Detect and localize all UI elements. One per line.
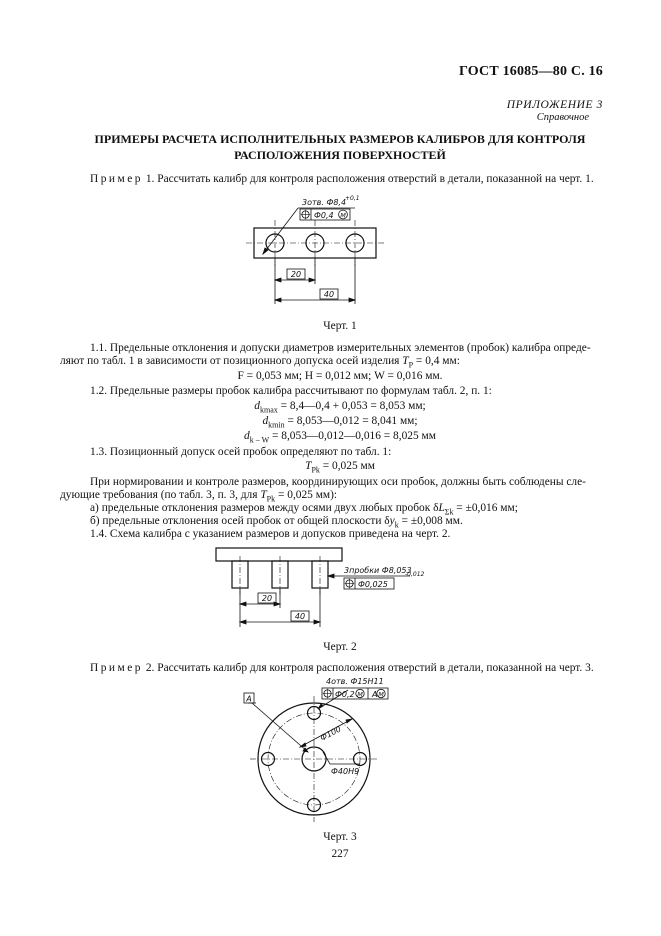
drawing-3-frame-modifier-2: M: [378, 690, 384, 699]
drawing-1-callout-tolerance: +0,1: [345, 195, 360, 202]
section-1-1-line-1: 1.1. Предельные отклонения и допуски диаметров измерительных элементов (пробок) калибра опреде-: [90, 342, 591, 354]
section-1-1-formula: F = 0,053 мм; H = 0,012 мм; W = 0,016 мм.: [237, 370, 443, 382]
drawing-3-frame-modifier-1: M: [357, 690, 363, 699]
drawing-3: [230, 672, 430, 832]
drawing-1-caption: Черт. 1: [323, 320, 357, 332]
formula-dk-w: $d_{k - W}$ = 8,053—0,012—0,016 = 8,025 мм: [244, 430, 436, 445]
drawing-3-dim-100: Ф100: [318, 724, 343, 743]
gauge-plate: [216, 548, 342, 561]
drawing-3-dim-40h9: Ф40H9: [331, 767, 360, 776]
example-2-text: 2. Рассчитать калибр для контроля расположения отверстий в детали, показанной на черт. 3.: [145, 662, 594, 674]
drawing-2-dim-40: 40: [294, 612, 306, 621]
example-1-paragraph: [90, 173, 594, 187]
appendix-label: ПРИЛОЖЕНИЕ 3: [506, 99, 603, 111]
drawing-1-dim-20: 20: [290, 270, 302, 279]
page-number: 227: [331, 848, 349, 860]
section-1-3-paragraph-line-2: дующие требования (по табл. 3, п. 3, для $T_{Pk} = 0,025$ мм):: [60, 489, 338, 504]
drawing-3-frame-tolerance: Ф0,2: [335, 690, 355, 699]
formula-tpk: $T_{Pk} = 0,025$ мм: [305, 460, 375, 475]
drawing-2-callout: 3пробки Ф8,053: [344, 566, 412, 575]
formula-dkmax: $d_{kmax}$ = 8,4—0,4 + 0,053 = 8,053 мм;: [254, 400, 426, 415]
section-1-3-paragraph-line-1: При нормировании и контроле размеров, координирующих оси пробок, должны быть соблюдены сле-: [90, 476, 586, 488]
drawing-3-caption: Черт. 3: [323, 831, 357, 843]
formula-dkmin: $d_{kmin}$ = 8,053—0,012 = 8,041 мм;: [262, 415, 418, 430]
requirement-b: б) предельные отклонения осей пробок от общей плоскости $\delta y_k = \pm 0,008$ мм.: [90, 515, 463, 530]
drawing-1-dim-40: 40: [323, 290, 335, 299]
section-title: [60, 131, 620, 163]
drawing-2: [200, 540, 490, 632]
datum-label: A: [246, 694, 252, 704]
section-1-2-line-1: 1.2. Предельные размеры пробок калибра рассчитывают по формулам табл. 2, п. 1:: [90, 385, 492, 397]
drawing-1-callout: 3отв. Ф8,4: [302, 198, 347, 207]
appendix-sublabel: Справочное: [536, 112, 589, 123]
drawing-3-callout: 4отв. Ф15H11: [326, 677, 384, 686]
requirement-a: а) предельные отклонения размеров между осями двух любых пробок $\delta L_{\Sigma k} = \pm 0,016$ мм;: [90, 502, 518, 517]
title-line-1: ПРИМЕРЫ РАСЧЕТА ИСПОЛНИТЕЛЬНЫХ РАЗМЕРОВ КАЛИБРОВ ДЛЯ КОНТРОЛЯ: [94, 132, 586, 146]
title-line-2: РАСПОЛОЖЕНИЯ ПОВЕРХНОСТЕЙ: [234, 148, 446, 162]
section-1-3-line-1: 1.3. Позиционный допуск осей пробок определяют по табл. 1:: [90, 446, 392, 458]
example-1-text: 1. Рассчитать калибр для контроля расположения отверстий в детали, показанной на черт. 1.: [145, 173, 594, 185]
section-1-4-line-1: 1.4. Схема калибра с указанием размеров и допусков приведена на черт. 2.: [90, 528, 451, 540]
document-reference: ГОСТ 16085—80 С. 16: [459, 64, 603, 79]
drawing-1-frame-modifier: M: [340, 211, 346, 220]
drawing-1-frame-tolerance: Ф0,4: [314, 211, 334, 220]
example-1-label: Пример: [90, 173, 143, 185]
drawing-2-dim-20: 20: [261, 594, 273, 603]
drawing-2-callout-tolerance: -0,012: [405, 571, 425, 578]
section-1-1-line-2: ляют по табл. 1 в зависимости от позиционного допуска осей изделия $T_P = 0,4$ мм:: [60, 355, 460, 370]
drawing-3-frame-datum: A: [372, 690, 378, 699]
drawing-2-frame-tolerance: Ф0,025: [358, 580, 388, 589]
example-2-label: Пример: [90, 662, 143, 674]
drawing-1: [230, 190, 410, 310]
drawing-2-caption: Черт. 2: [323, 641, 357, 653]
